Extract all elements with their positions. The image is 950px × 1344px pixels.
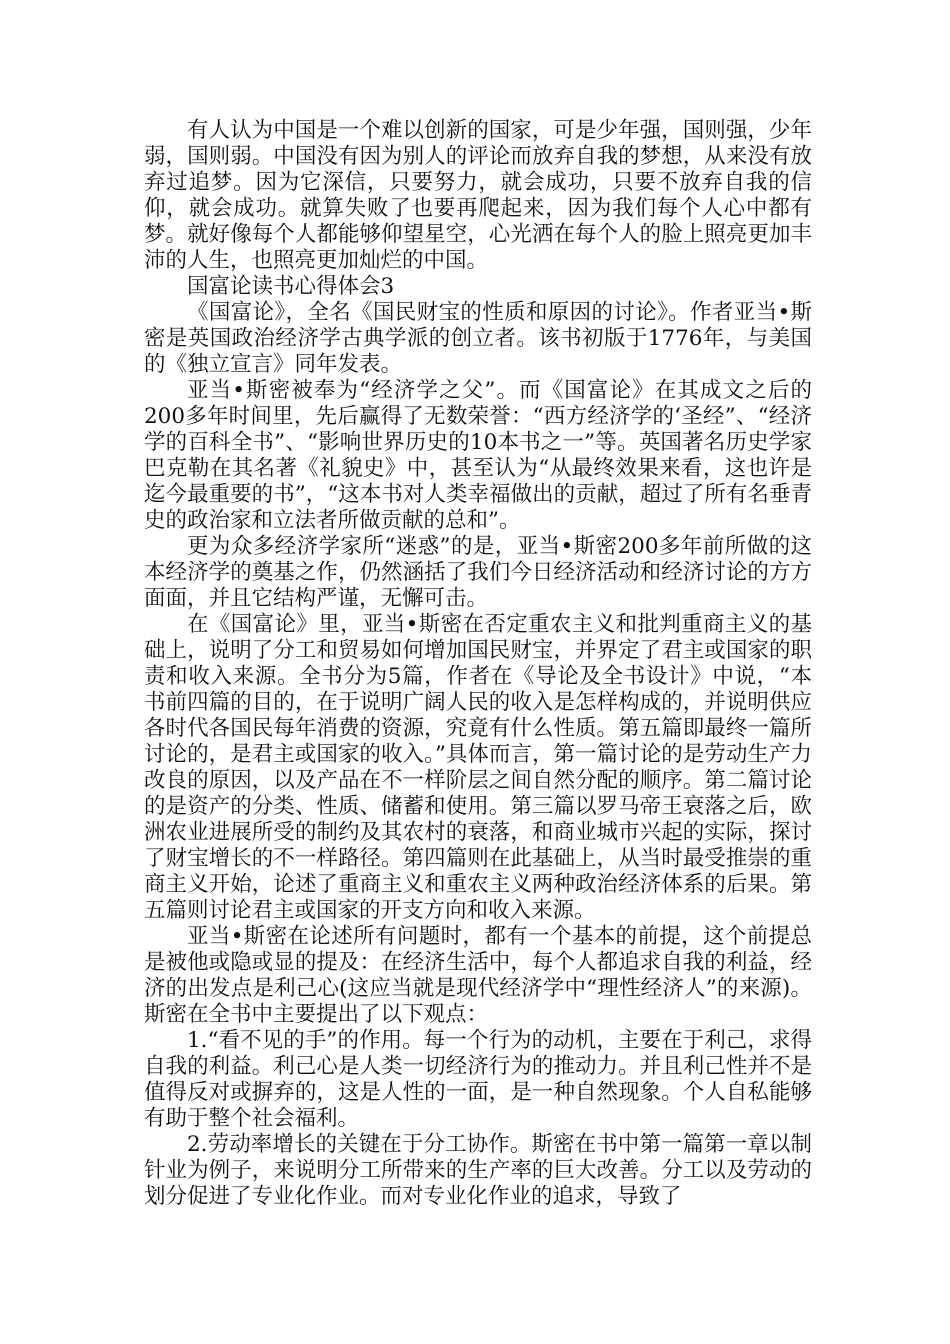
paragraph-7: 1.“看不见的手”的作用。每一个行为的动机，主要在于利己，求得自我的利益。利己心是人类一切经济行为的推动力。并且利己性并不是值得反对或摒弃的，这是人性的一面，是一种自然现象。个人自私能够有助于整个社会福利。 bbox=[144, 1028, 812, 1131]
paragraph-8: 2.劳动率增长的关键在于分工协作。斯密在书中第一篇第一章以制针业为例子，来说明分工所带来的生产率的巨大改善。分工以及劳动的划分促进了专业化作业。而对专业化作业的追求，导致了 bbox=[144, 1132, 812, 1209]
section-heading: 国富论读书心得体会3 bbox=[187, 274, 395, 299]
paragraph-6: 亚当•斯密在论述所有问题时，都有一个基本的前提，这个前提总是被他或隐或显的提及：在经济生活中，每个人都追求自我的利益，经济的出发点是利己心(这应当就是现代经济学中“理性经济人”的来源)。斯密在全书中主要提出了以下观点： bbox=[144, 924, 812, 1027]
paragraph-5: 在《国富论》里，亚当•斯密在否定重农主义和批判重商主义的基础上，说明了分工和贸易如何增加国民财宝，并界定了君主或国家的职责和收入来源。全书分为5篇，作者在《导论及全书设计》中说，“本书前四篇的目的，在于说明广阔人民的收入是怎样构成的，并说明供应各时代各国民每年消费的资源，究竟有什么性质。第五篇即最终一篇所讨论的，是君主或国家的收入。”具体而言，第一篇讨论的是劳动生产力改良的原因，以及产品在不一样阶层之间自然分配的顺序。第二篇讨论的是资产的分类、性质、储蓄和使用。第三篇以罗马帝王衰落之后，欧洲农业进展所受的制约及其农村的衰落，和商业城市兴起的实际，探讨了财宝增长的不一样路径。第四篇则在此基础上，从当时最受推崇的重商主义开始，论述了重商主义和重农主义两种政治经济体系的后果。第五篇则讨论君主或国家的开支方向和收入来源。 bbox=[144, 612, 812, 923]
document-page bbox=[144, 118, 812, 1210]
paragraph-4: 更为众多经济学家所“迷惑”的是，亚当•斯密200多年前所做的这本经济学的奠基之作，仍然涵括了我们今日经济活动和经济讨论的方方面面，并且它结构严谨，无懈可击。 bbox=[144, 534, 812, 611]
paragraph-1: 有人认为中国是一个难以创新的国家，可是少年强，国则强，少年弱，国则弱。中国没有因为别人的评论而放弃自我的梦想，从来没有放弃过追梦。因为它深信，只要努力，就会成功，只要不放弃自我的信仰，就会成功。就算失败了也要再爬起来，因为我们每个人心中都有梦。就好像每个人都能够仰望星空，心光洒在每个人的脸上照亮更加丰沛的人生，也照亮更加灿烂的中国。 bbox=[144, 118, 812, 273]
paragraph-2: 《国富论》，全名《国民财宝的性质和原因的讨论》。作者亚当•斯密是英国政治经济学古典学派的创立者。该书初版于1776年，与美国的《独立宣言》同年发表。 bbox=[144, 300, 812, 377]
paragraph-3: 亚当•斯密被奉为“经济学之父”。而《国富论》在其成文之后的200多年时间里，先后赢得了无数荣誉：“西方经济学的‘圣经”、“经济学的百科全书”、“影响世界历史的10本书之一”等。英国著名历史学家巴克勒在其名著《礼貌史》中，甚至认为“从最终效果来看，这也许是迄今最重要的书”，“这本书对人类幸福做出的贡献，超过了所有名垂青史的政治家和立法者所做贡献的总和”。 bbox=[144, 378, 812, 533]
